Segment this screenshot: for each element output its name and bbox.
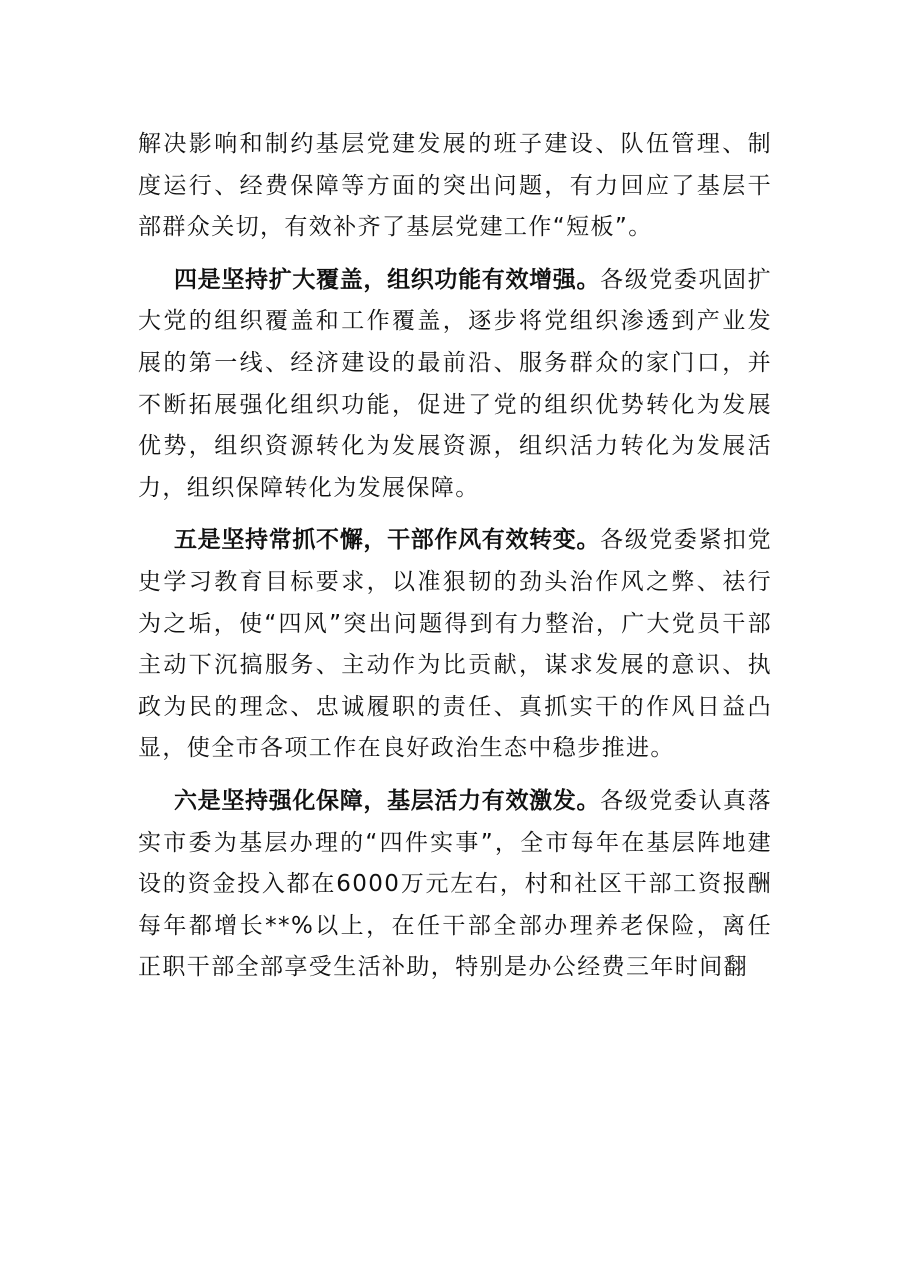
paragraph-4-text: 各级党委认真落实市委为基层办理的“四件实事”，全市每年在基层阵地建设的资金投入都在6000万元左右，村和社区干部工资报酬每年都增长**%以上，在任干部全部办理养老保险，离任正职干部全部享受生活补助，特别是办公经费三年时间翻 (138, 787, 772, 981)
paragraph-2 (138, 260, 772, 510)
paragraph-1-text: 解决影响和制约基层党建发展的班子建设、队伍管理、制度运行、经费保障等方面的突出问题，有力回应了基层干部群众关切，有效补齐了基层党建工作“短板”。 (138, 131, 772, 241)
paragraph-3-heading: 五是坚持常抓不懈，干部作风有效转变。 (174, 527, 601, 554)
document-page (138, 124, 772, 1000)
paragraph-2-heading: 四是坚持扩大覆盖，组织功能有效增强。 (174, 266, 601, 293)
paragraph-2-text: 各级党委巩固扩大党的组织覆盖和工作覆盖，逐步将党组织渗透到产业发展的第一线、经济建设的最前沿、服务群众的家门口，并不断拓展强化组织功能，促进了党的组织优势转化为发展优势，组织资源转化为发展资源，组织活力转化为发展活力，组织保障转化为发展保障。 (138, 266, 772, 501)
paragraph-4 (138, 781, 772, 989)
paragraph-4-heading: 六是坚持强化保障，基层活力有效激发。 (174, 787, 601, 814)
paragraph-3 (138, 520, 772, 770)
paragraph-1 (138, 124, 772, 249)
paragraph-3-text: 各级党委紧扣党史学习教育目标要求，以准狠韧的劲头治作风之弊、祛行为之垢，使“四风”突出问题得到有力整治，广大党员干部主动下沉搞服务、主动作为比贡献，谋求发展的意识、执政为民的理念、忠诚履职的责任、真抓实干的作风日益凸显，使全市各项工作在良好政治生态中稳步推进。 (138, 527, 772, 762)
